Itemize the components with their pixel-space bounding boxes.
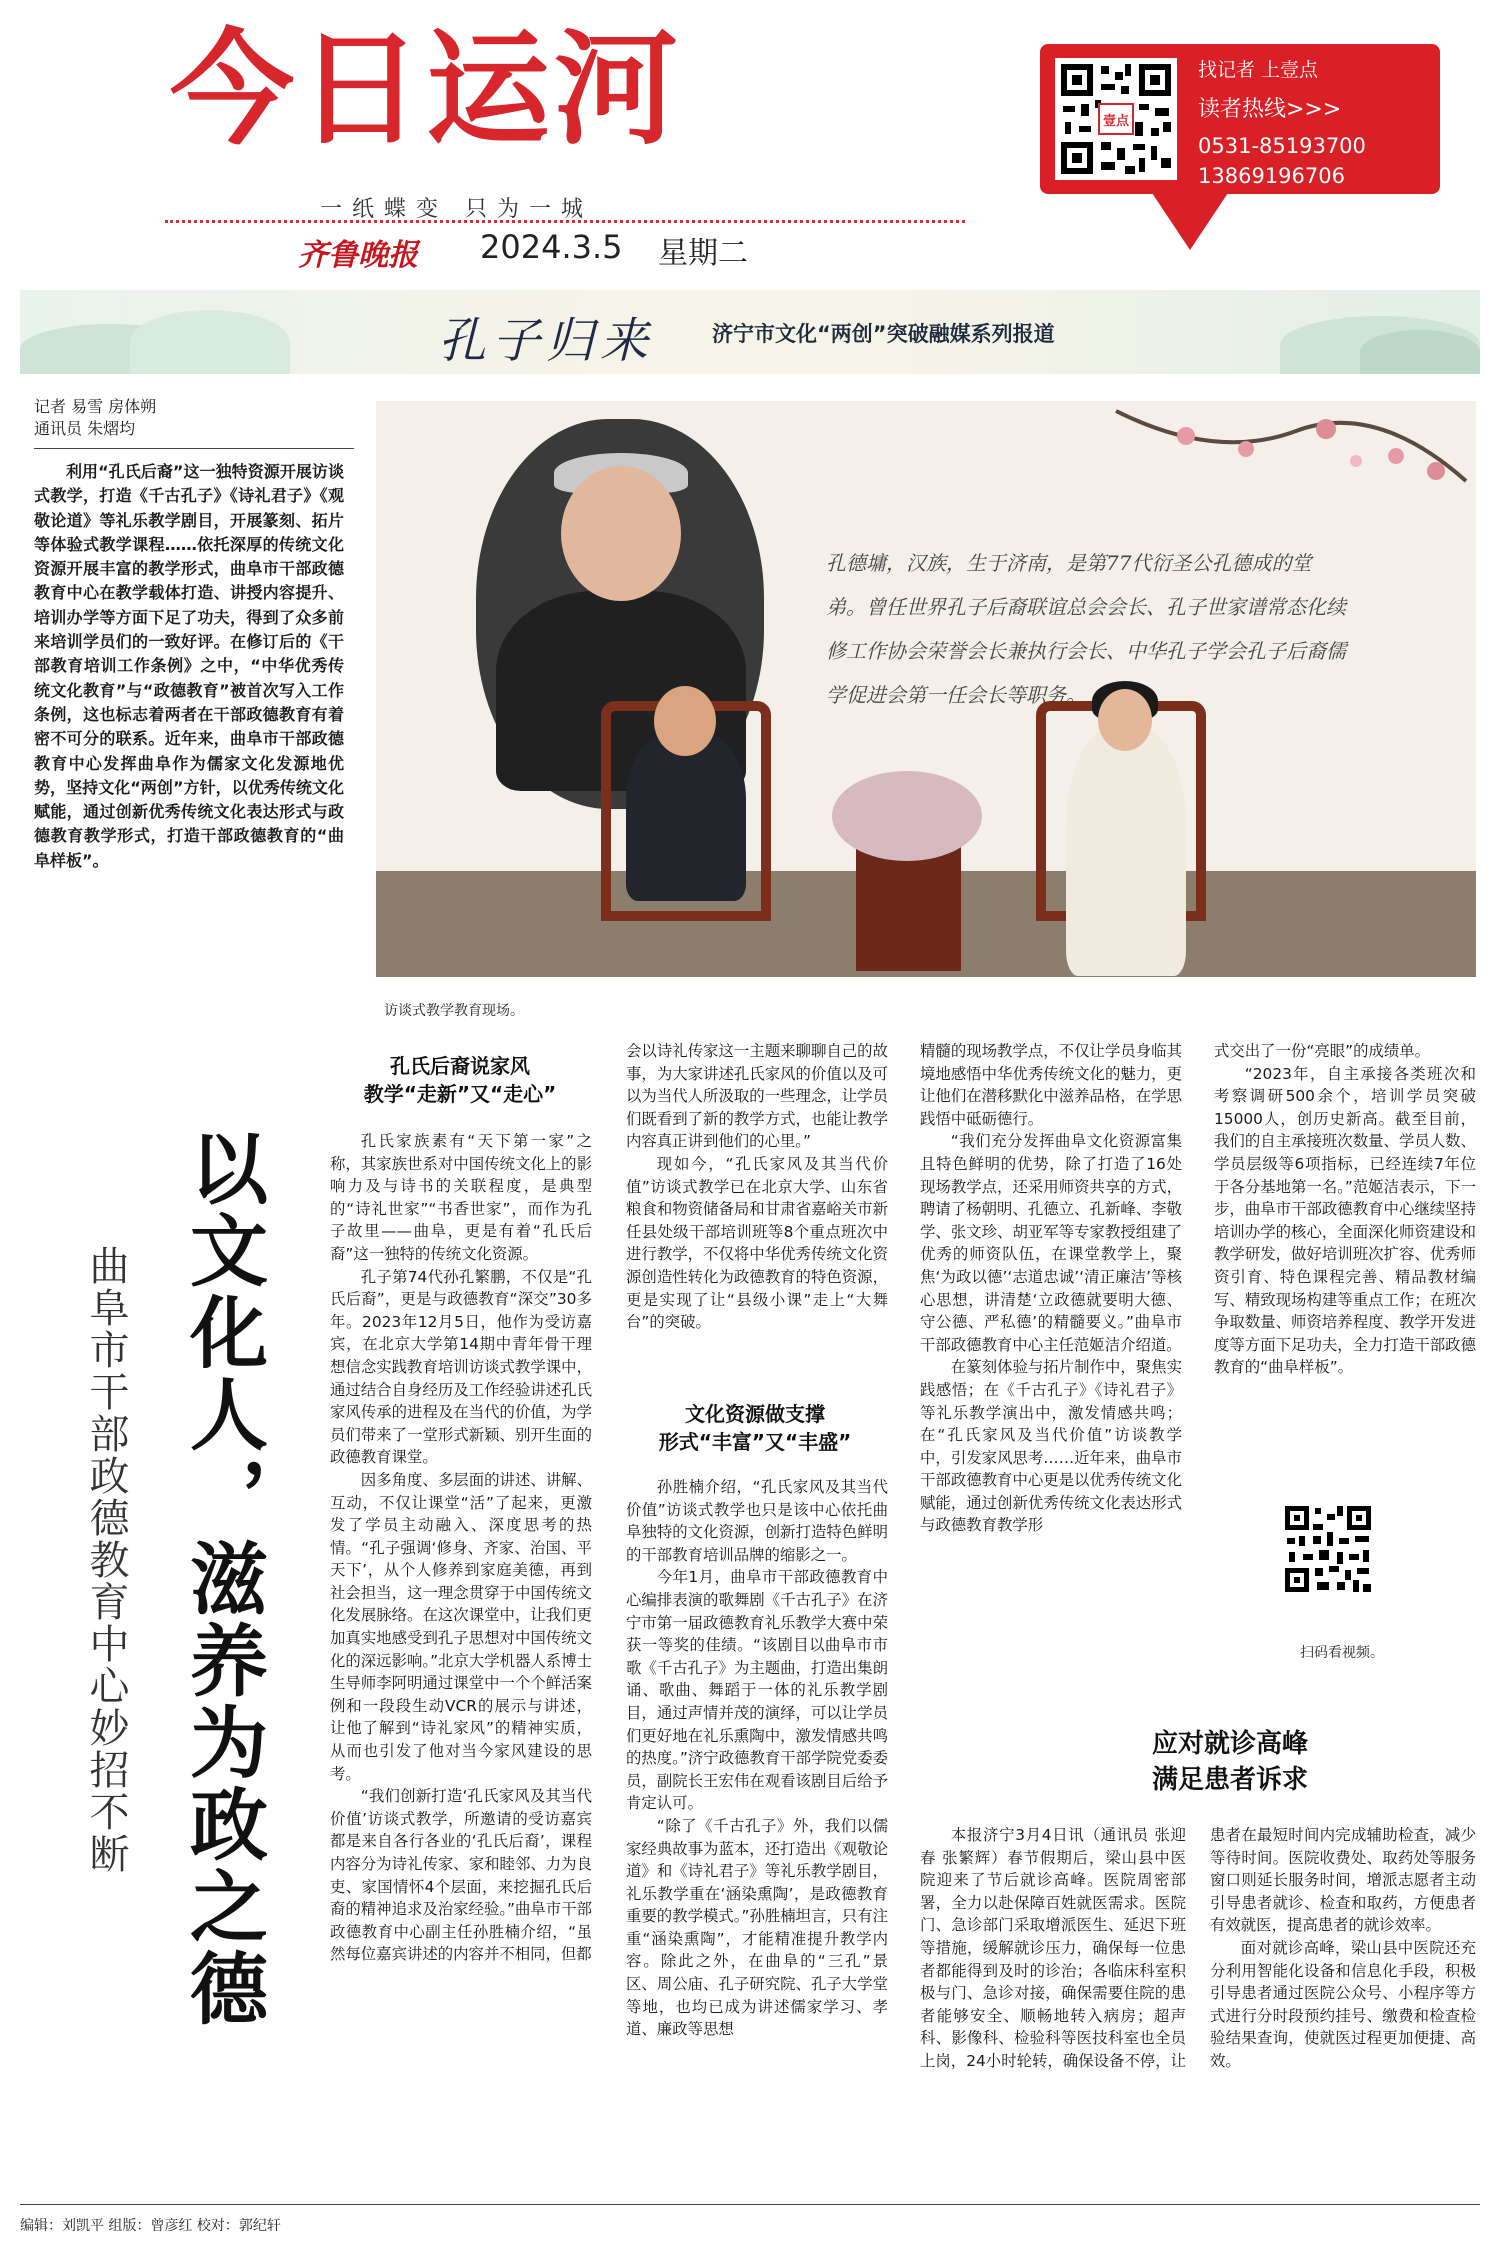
scan-caption: 扫码看视频。 xyxy=(1300,1645,1384,1661)
subheadline: 曲阜市干部政德教育中心妙招不断 xyxy=(83,1245,129,1875)
column-2 xyxy=(330,1130,592,1966)
column-3-top xyxy=(626,1040,888,1334)
video-qr-code-icon[interactable] xyxy=(1283,1504,1373,1624)
hotline-box-tail xyxy=(1150,190,1230,250)
section1-title xyxy=(310,1052,610,1108)
col4-paragraph: 精髓的现场教学点，不仅让学员身临其境地感悟中华优秀传统文化的魅力，更让他们在潜移默化中滋养品格，在学思践悟中砥砺德行。 xyxy=(920,1042,1182,1128)
paper-logo: 齐鲁晚报 xyxy=(298,238,418,273)
col3-paragraph: 孙胜楠介绍，“孔氏家风及其当代价值”访谈式教学也只是该中心依托曲阜独特的文化资源，创新打造特色鲜明的干部教育培训品牌的缩影之一。 xyxy=(626,1478,888,1564)
flower-arrangement xyxy=(832,771,982,861)
column-5 xyxy=(1214,1040,1476,1379)
section1-title-line2: 教学“走新”又“走心” xyxy=(363,1082,557,1106)
banner-hill-right-2 xyxy=(1360,330,1480,374)
column-3-bottom xyxy=(626,1476,888,2041)
series-title: 孔子归来 xyxy=(438,313,655,369)
col4-paragraph: “我们充分发挥曲阜文化资源富集且特色鲜明的优势，除了打造了16处现场教学点，还采用师资共享的方式，聘请了杨朝明、孔德立、孔新峰、李敬学、张文珍、胡亚军等专家教授组建了优秀的师资队伍，在课堂教学上，聚焦‘为政以德’‘志道忠诚’‘清正廉洁’等核心思想，讲清楚‘立政德就要明大德、守公德、严私德’的精髓要义。”曲阜市干部政德教育中心主任范姬洁介绍道。 xyxy=(920,1132,1182,1354)
side-paragraph: 本报济宁3月4日讯（通讯员 张迎春 张繁辉）春节假期后，梁山县中医院迎来了节后就诊高峰。医院周密部署，全力以赴保障百姓就医需求。医院门、急诊部门采取增派医生、延迟下班等措施，缓解就诊压力，确保每一位患者都能得到及时的诊治；各临床科室积极与门、急诊对接，确保需要住院的患者能够安全、顺畅地转入病房；超声科、影像科、检验科等医技科室也全员上岗，24小时轮转，确保设备不停，让患者在最短时间内完成辅助检查，减少等待时间。医院收费处、取药处等服务窗口则延长服务时间，增派志愿者主动引导患者就诊、检查和取药，方便患者有效就医，提高患者的就诊效率。 xyxy=(920,1826,1476,2070)
section2-title-line1: 文化资源做支撑 xyxy=(685,1402,825,1426)
masthead-slogan: 一纸蝶变 只为一城 xyxy=(320,197,593,222)
side-paragraph: 面对就诊高峰，梁山县中医院还充分利用智能化设备和信息化手段，积极引导患者通过医院公众号、小程序等方式进行分时段预约挂号、缴费和检查检验结果查询，使就医过程更加便捷、高效。 xyxy=(1210,1938,1476,2070)
hotline-phone-2[interactable]: 13869196706 xyxy=(1198,164,1345,188)
portrait-face xyxy=(561,466,681,601)
lead-paragraph xyxy=(34,460,344,873)
col3-paragraph: “除了《千古孔子》外，我们以儒家经典故事为蓝本，还打造出《观敬论道》和《诗礼君子》等礼乐教学剧目，礼乐教学重在‘涵染熏陶’，是政德教育重要的教学模式。”孙胜楠坦言，只有注重“涵染熏陶”，才能精准提升教学内容。除此之外，在曲阜的“三孔”景区、周公庙、孔子研究院、孔子大学堂等地，也均已成为讲述儒家学习、孝道、廉政等思想 xyxy=(626,1816,888,2039)
screen-caption: 孔德墉，汉族，生于济南，是第77代衍圣公孔德成的堂弟。曾任世界孔子后裔联谊总会会长、孔子世家谱常态化续修工作协会荣誉会长兼执行会长、中华孔子学会孔子后裔儒学促进会第一任会长等职务。 xyxy=(826,551,1346,707)
footer-credits: 编辑：刘凯平 组版：曾彦红 校对：郭纪轩 xyxy=(20,2218,281,2234)
col3-paragraph: 今年1月，曲阜市干部政德教育中心编排表演的歌舞剧《千古孔子》在济宁市第一届政德教育礼乐教学大赛中荣获一等奖的佳绩。“该剧目以曲阜市市歌《千古孔子》为主题曲，打造出集朗诵、歌曲、舞蹈于一体的礼乐教学剧目，通过声情并茂的演绎，可以让学员们更好地在礼乐熏陶中，激发情感共鸣的热度。”济宁政德教育干部学院党委委员，副院长王宏伟在观看该剧目后给予肯定认可。 xyxy=(626,1568,888,1813)
col2-paragraph: 孔氏家族素有“天下第一家”之称，其家族世系对中国传统文化上的影响力及与诗书的关联程度，是典型的“诗礼世家”“书香世家”，而作为孔子故里——曲阜，更是有着“孔氏后裔”这一独特的传统文化资源。 xyxy=(330,1132,592,1263)
speaker-man-head xyxy=(654,686,716,756)
issue-date: 2024.3.5 xyxy=(480,228,623,266)
col4-paragraph: 在篆刻体验与拓片制作中，聚焦实践感悟；在《千古孔子》《诗礼君子》等礼乐教学演出中，激发情感共鸣；在“孔氏家风及当代价值”访谈教学中，引发家风思考……近年来，曲阜市干部政德教育中心更是以优秀传统文化赋能，通过创新优秀传统文化表达形式与政德教育教学形 xyxy=(920,1358,1182,1535)
lead-text: 利用“孔氏后裔”这一独特资源开展访谈式教学，打造《千古孔子》《诗礼君子》《观敬论道》等礼乐教学剧目，开展篆刻、拓片等体验式教学课程……依托深厚的传统文化资源开展丰富的教学形式，曲阜市干部政德教育中心在教学载体打造、讲授内容提升、培训办学等方面下足了功夫，得到了众多前来培训学员们的一致好评。在修订后的《干部教育培训工作条例》之中，“中华优秀传统文化教育”与“政德教育”被首次写入工作条例，这也标志着两者在干部政德教育有着密不可分的联系。近年来，曲阜市干部政德教育中心发挥曲阜作为儒家文化发源地优势，坚持文化“两创”方针，以优秀传统文化赋能，通过创新优秀传统文化表达形式与政德教育教学形式，打造干部政德教育的“曲阜样板”。 xyxy=(34,462,344,870)
host-woman xyxy=(1066,726,1186,976)
hotline-line2: 读者热线>>> xyxy=(1198,97,1342,122)
plum-blossom-decoration xyxy=(1096,401,1476,521)
speaker-man xyxy=(626,731,746,901)
headline: 以文化人，滋养为政之德 xyxy=(177,1128,267,2030)
side-title-line1: 应对就诊高峰 xyxy=(1151,1729,1308,1759)
banner-hill-left-2 xyxy=(130,310,290,374)
col3-paragraph: 会以诗礼传家这一主题来聊聊自己的故事，为大家讲述孔氏家风的价值以及可以为当代人所汲取的一些理念，让学员们既看到了新的教学方式，也能让教学内容真正讲到他们的心里。” xyxy=(626,1042,888,1151)
footer-rule xyxy=(20,2204,1480,2205)
byline xyxy=(34,396,156,440)
section2-title xyxy=(610,1400,900,1456)
col5-paragraph: “2023年，自主承接各类班次和考察调研500余个，培训学员突破15000人，创历史新高。截至目前，我们的自主承接班次数量、学员人数、学员层级等6项指标，已经连续7年位于各分基地第一名。”范姬洁表示，下一步，曲阜市干部政德教育中心继续坚持培训办学的核心，全面深化师资建设和教学研发，做好培训班次扩容、优秀师资引育、特色课程完善、精品教材编写、精致现场构建等重点工作；在班次争取数量、师资培养程度、教学开发进度等方面下足功夫，全力打造干部政德教育的“曲阜样板”。 xyxy=(1214,1064,1476,1377)
col3-paragraph: 现如今，“孔氏家风及其当代价值”访谈式教学已在北京大学、山东省粮食和物资储备局和甘肃省嘉峪关市新任县处级干部培训班等8个重点班次中进行教学，不仅将中华优秀传统文化资源创造性转化为政德教育的特色资源，更是实现了让“县级小课”走上“大舞台”的突破。 xyxy=(626,1154,888,1332)
side-article-title xyxy=(1000,1726,1460,1798)
host-woman-head xyxy=(1098,689,1152,751)
col2-paragraph: “我们创新打造‘孔氏家风及其当代价值’访谈式教学，所邀请的受访嘉宾都是来自各行各业的‘孔氏后裔’，课程内容分为诗礼传家、家和睦邻、力为良吏、家国情怀4个层面，来挖掘孔氏后裔的精神追求及治家经验。”曲阜市干部政德教育中心副主任孙胜楠介绍，“虽然每位嘉宾讲述的内容并不相同，但都 xyxy=(330,1787,592,1964)
series-subtitle: 济宁市文化“两创”突破融媒系列报道 xyxy=(712,322,1055,346)
hotline-phone-1[interactable]: 0531-85193700 xyxy=(1198,134,1366,158)
column-4 xyxy=(920,1040,1182,1537)
hotline-qr-code-icon[interactable] xyxy=(1055,58,1177,180)
qr-badge-text: 壹点 xyxy=(1102,114,1130,129)
photo-caption: 访谈式教学教育现场。 xyxy=(384,1003,524,1019)
masthead-divider xyxy=(165,220,965,223)
side-title-line2: 满足患者诉求 xyxy=(1151,1765,1308,1795)
col2-paragraph: 孔子第74代孙孔繁鹏，不仅是“孔氏后裔”，更是与政德教育“深交”30多年。2023年12月5日，他作为受访嘉宾，在北京大学第14期中青年骨干理想信念实践教育培训访谈式教学课中，通过结合自身经历及工作经验讲述孔氏家风传承的进程及在当代的价值，为学员们带来了一堂形式新颖、别开生面的政德教育课堂。 xyxy=(330,1267,592,1467)
section2-title-line2: 形式“丰富”又“丰盛” xyxy=(658,1430,852,1454)
masthead-title: 今日运河 xyxy=(170,18,683,162)
col2-paragraph: 因多角度、多层面的讲述、讲解、互动，不仅让课堂“活”了起来，更激发了学员主动融入、深度思考的热情。“孔子强调‘修身、齐家、治国、平天下’，从个人修养到家庭美德，再到社会担当，这一理念贯穿于中国传统文化发展脉络。在这次课堂中，让我们更加真实地感受到孔子思想对中国传统文化的深远影响。”北京大学机器人系博士生导师李阿明通过课堂中一个个鲜活案例和一段段生动VCR的展示与讲述，让他了解到“诗礼家风”的精神实质，从而也引发了他对当今家风建设的思考。 xyxy=(330,1470,592,1783)
col5-paragraph: 式交出了一份“亮眼”的成绩单。 xyxy=(1214,1042,1431,1060)
byline-rule xyxy=(34,448,354,449)
side-article-body xyxy=(920,1824,1476,2190)
byline-reporters: 记者 易雪 房体朔 xyxy=(34,397,157,416)
issue-weekday: 星期二 xyxy=(658,236,748,271)
hotline-line1: 找记者 上壹点 xyxy=(1198,59,1319,81)
interview-photo xyxy=(376,401,1476,977)
byline-correspondent: 通讯员 朱熠均 xyxy=(34,419,136,438)
section1-title-line1: 孔氏后裔说家风 xyxy=(390,1054,530,1078)
